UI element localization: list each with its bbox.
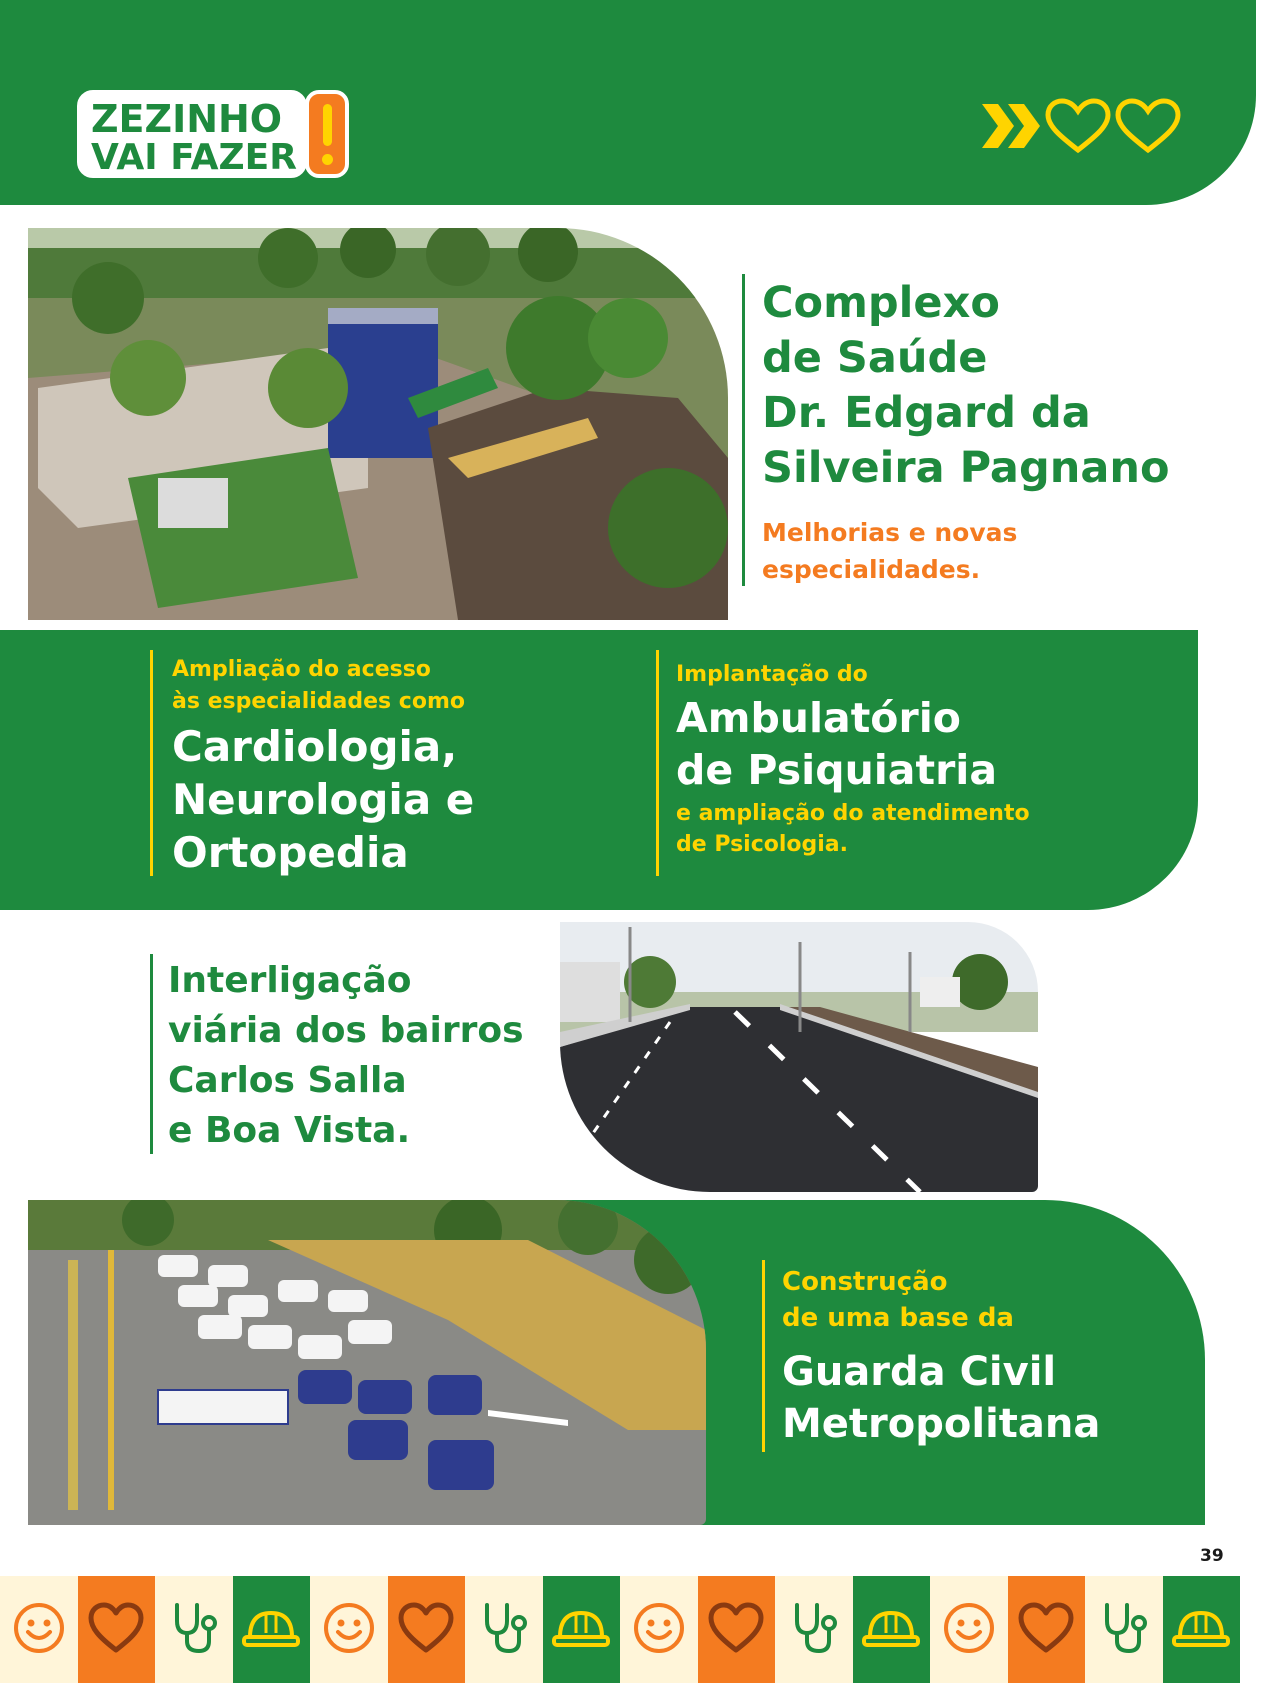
title-line: Interligação xyxy=(168,960,412,1001)
hard-hat-icon xyxy=(550,1603,612,1657)
hard-hat-icon xyxy=(240,1603,302,1657)
divider-line xyxy=(150,650,153,876)
stethoscope-icon xyxy=(785,1599,843,1661)
road-title xyxy=(168,956,548,1156)
stethoscope-icon xyxy=(475,1599,533,1661)
footer-tile xyxy=(1163,1576,1241,1683)
title-line: Carlos Salla xyxy=(168,1060,407,1101)
intro-line: de uma base da xyxy=(782,1303,1014,1333)
title-line: Guarda Civil xyxy=(782,1349,1057,1395)
smiley-icon xyxy=(322,1601,376,1659)
heart-outline-icon xyxy=(1118,101,1178,150)
footer-tile xyxy=(1008,1576,1086,1683)
title-line: Ambulatório xyxy=(676,694,961,742)
title-line: viária dos bairros xyxy=(168,1010,524,1051)
divider-line xyxy=(150,954,153,1154)
title-line: e Boa Vista. xyxy=(168,1110,411,1151)
title-line: de Saúde xyxy=(762,333,988,383)
guard-intro xyxy=(782,1264,1182,1336)
footer-tile xyxy=(465,1576,543,1683)
footer-pattern xyxy=(0,1576,1270,1683)
footer-tile xyxy=(78,1576,156,1683)
detail-line: de Psicologia. xyxy=(676,832,849,857)
subtitle-line: especialidades. xyxy=(762,555,981,584)
specialty-line: Cardiologia, xyxy=(172,722,458,771)
footer-tile xyxy=(388,1576,466,1683)
heart-icon xyxy=(87,1601,145,1659)
heart-icon xyxy=(707,1601,765,1659)
smiley-icon xyxy=(632,1601,686,1659)
health-center-title xyxy=(762,276,1222,496)
specialties-list xyxy=(172,720,642,879)
psychiatry-title xyxy=(676,692,1196,796)
heart-icon xyxy=(1017,1601,1075,1659)
psychiatry-intro: Implantação do xyxy=(676,662,868,687)
logo-line-2: VAI FAZER xyxy=(91,137,297,178)
page-number: 39 xyxy=(1200,1546,1224,1566)
title-line: Complexo xyxy=(762,278,1000,328)
psychiatry-detail xyxy=(676,798,1196,860)
footer-tile xyxy=(233,1576,311,1683)
title-line: de Psiquiatria xyxy=(676,746,998,794)
hard-hat-icon xyxy=(1170,1603,1232,1657)
specialties-intro xyxy=(172,654,632,718)
footer-tile xyxy=(310,1576,388,1683)
road-photo xyxy=(560,922,1038,1192)
health-center-photo xyxy=(28,228,728,620)
smiley-icon xyxy=(942,1601,996,1659)
divider-line xyxy=(762,1260,765,1452)
logo-badge xyxy=(77,90,307,178)
title-line: Silveira Pagnano xyxy=(762,443,1170,493)
intro-line: Ampliação do acesso xyxy=(172,657,431,682)
footer-tile xyxy=(853,1576,931,1683)
footer-tile xyxy=(930,1576,1008,1683)
heart-outline-icon xyxy=(1048,101,1108,150)
footer-tile xyxy=(620,1576,698,1683)
stethoscope-icon xyxy=(1095,1599,1153,1661)
subtitle-line: Melhorias e novas xyxy=(762,518,1018,547)
exclamation-icon xyxy=(305,90,349,178)
hard-hat-icon xyxy=(860,1603,922,1657)
specialty-line: Neurologia e xyxy=(172,775,475,824)
specialty-line: Ortopedia xyxy=(172,828,409,877)
divider-line xyxy=(742,274,745,586)
footer-tile xyxy=(698,1576,776,1683)
title-line: Dr. Edgard da xyxy=(762,388,1091,438)
health-center-subtitle xyxy=(762,514,1182,588)
heart-icon xyxy=(397,1601,455,1659)
title-line: Metropolitana xyxy=(782,1401,1101,1447)
chevron-double-icon xyxy=(982,104,1040,148)
guard-photo xyxy=(28,1200,706,1525)
footer-tile xyxy=(0,1576,78,1683)
intro-line: Construção xyxy=(782,1267,948,1297)
divider-line xyxy=(656,650,659,876)
logo-line-1: ZEZINHO xyxy=(91,97,283,141)
detail-line: e ampliação do atendimento xyxy=(676,801,1030,826)
intro-line: às especialidades como xyxy=(172,689,466,714)
footer-tile xyxy=(775,1576,853,1683)
stethoscope-icon xyxy=(165,1599,223,1661)
footer-tile xyxy=(1085,1576,1163,1683)
smiley-icon xyxy=(12,1601,66,1659)
footer-tile xyxy=(543,1576,621,1683)
guard-title xyxy=(782,1346,1202,1450)
header-icons xyxy=(980,96,1186,156)
footer-tile xyxy=(155,1576,233,1683)
logo xyxy=(77,90,351,178)
